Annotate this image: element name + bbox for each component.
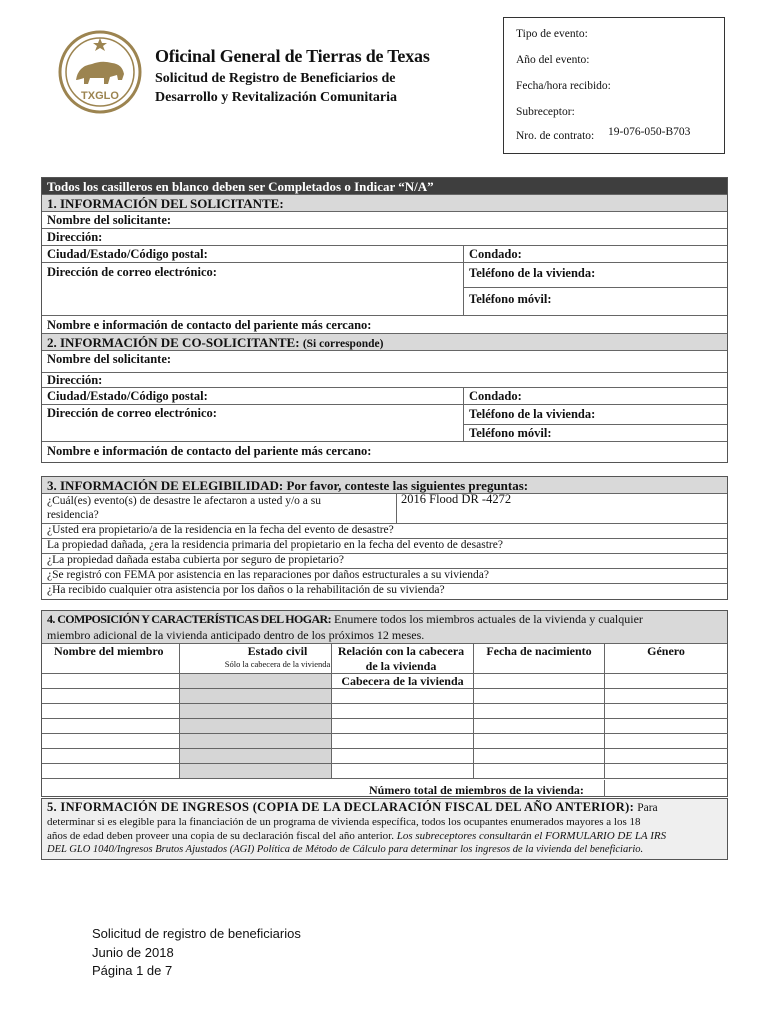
section2-heading: 2. INFORMACIÓN DE CO-SOLICITANTE: (Si corresponde) bbox=[42, 334, 727, 351]
col-genero-header: Género bbox=[647, 644, 685, 658]
household-cell[interactable] bbox=[604, 763, 728, 778]
col-nombre-header: Nombre del miembro bbox=[54, 644, 164, 658]
household-cell[interactable] bbox=[42, 733, 179, 748]
household-cell[interactable] bbox=[473, 748, 604, 763]
household-cell[interactable] bbox=[604, 703, 728, 718]
household-cell[interactable] bbox=[473, 733, 604, 748]
q5-row[interactable]: ¿Se registró con FEMA por asistencia en las reparaciones por daños estructurales a su vivienda? bbox=[42, 569, 727, 584]
household-cell[interactable] bbox=[331, 703, 473, 718]
household-cell[interactable] bbox=[473, 718, 604, 733]
household-cell[interactable] bbox=[331, 763, 473, 778]
col-fecha-header: Fecha de nacimiento bbox=[486, 644, 592, 658]
col-estado-note: Sólo la cabecera de la vivienda bbox=[224, 659, 331, 669]
footer-date: Junio de 2018 bbox=[92, 945, 174, 960]
household-cell[interactable] bbox=[179, 673, 331, 688]
household-cell[interactable] bbox=[604, 748, 728, 763]
s2-direccion-field[interactable]: Dirección: bbox=[42, 373, 727, 388]
nro-contrato-label: Nro. de contrato: bbox=[516, 130, 595, 142]
household-cell[interactable]: Cabecera de la vivienda bbox=[331, 673, 473, 688]
household-cell[interactable] bbox=[42, 688, 179, 703]
footer-page: Página 1 de 7 bbox=[92, 963, 173, 978]
q4-row[interactable]: ¿La propiedad dañada estaba cubierta por seguro de propietario? bbox=[42, 554, 727, 569]
section5-line3: años de edad deben proveer una copia de su declaración fiscal del año anterior. Los subreceptores consultarán el FORMULARIO DE LA IRS bbox=[47, 830, 667, 842]
s1-nombre-field[interactable]: Nombre del solicitante: bbox=[42, 212, 727, 229]
s1-tel-movil-field[interactable]: Teléfono móvil: bbox=[469, 292, 552, 306]
household-cell[interactable] bbox=[331, 733, 473, 748]
household-cell[interactable] bbox=[604, 688, 728, 703]
section1-heading: 1. INFORMACIÓN DEL SOLICITANTE: bbox=[42, 195, 727, 212]
s2-tel-movil-field[interactable]: Teléfono móvil: bbox=[469, 426, 552, 440]
tipo-evento-label: Tipo de evento: bbox=[516, 28, 588, 40]
s1-direccion-field[interactable]: Dirección: bbox=[42, 229, 727, 246]
s1-pariente-field[interactable]: Nombre e información de contacto del pariente más cercano: bbox=[42, 315, 727, 334]
section3-heading: 3. INFORMACIÓN DE ELEGIBILIDAD: Por favor, conteste las siguientes preguntas: bbox=[42, 477, 727, 494]
income-section bbox=[41, 798, 728, 860]
household-cell[interactable] bbox=[604, 673, 728, 688]
s2-ciudad-field[interactable]: Ciudad/Estado/Código postal: Condado: bbox=[42, 388, 727, 405]
household-cell[interactable] bbox=[42, 718, 179, 733]
household-cell[interactable] bbox=[604, 718, 728, 733]
col-relacion-header: Relación con la cabecera de la vivienda bbox=[337, 644, 465, 673]
s1-tel-vivienda-field[interactable]: Teléfono de la vivienda: bbox=[469, 266, 596, 280]
q1-row: ¿Cuál(es) evento(s) de desastre le afectaron a usted y/o a su residencia? 2016 Flood DR -4272 bbox=[42, 494, 727, 524]
household-cell[interactable] bbox=[42, 703, 179, 718]
household-cell[interactable] bbox=[179, 748, 331, 763]
anio-evento-label: Año del evento: bbox=[516, 54, 590, 66]
total-miembros-label: Número total de miembros de la vivienda: bbox=[369, 783, 584, 797]
eligibility-section bbox=[41, 476, 728, 600]
household-cell[interactable] bbox=[473, 673, 604, 688]
s2-correo-field[interactable]: Dirección de correo electrónico: bbox=[47, 406, 217, 420]
q1-answer[interactable]: 2016 Flood DR -4272 bbox=[401, 492, 512, 506]
household-cell[interactable] bbox=[42, 673, 179, 688]
q3-row[interactable]: La propiedad dañada, ¿era la residencia primaria del propietario en la fecha del evento de desastre? bbox=[42, 539, 727, 554]
svg-text:TXGLO: TXGLO bbox=[81, 90, 119, 102]
fecha-hora-label: Fecha/hora recibido: bbox=[516, 80, 611, 92]
household-cell[interactable] bbox=[179, 763, 331, 778]
total-miembros-field[interactable] bbox=[604, 780, 729, 797]
household-cell[interactable] bbox=[179, 718, 331, 733]
q6-row[interactable]: ¿Ha recibido cualquier otra asistencia por los daños o la rehabilitación de su vivienda? bbox=[47, 584, 445, 596]
section5-line2: determinar si es elegible para la financiación de un programa de vivienda específica, todos los ocupantes enumerados mayores a los 18 bbox=[47, 816, 641, 828]
txglo-logo bbox=[58, 30, 142, 114]
household-cell[interactable] bbox=[42, 763, 179, 778]
household-cell[interactable] bbox=[473, 703, 604, 718]
applicant-section bbox=[41, 177, 728, 463]
household-cell[interactable] bbox=[42, 748, 179, 763]
q2-row[interactable]: ¿Usted era propietario/a de la residencia en la fecha del evento de desastre? bbox=[42, 524, 727, 539]
form-subtitle: Solicitud de Registro de Beneficiarios de Desarrollo y Revitalización Comunitaria bbox=[155, 71, 397, 105]
household-cell[interactable] bbox=[331, 688, 473, 703]
subreceptor-label: Subreceptor: bbox=[516, 106, 575, 118]
event-info-box bbox=[503, 17, 725, 154]
s2-tel-vivienda-field[interactable]: Teléfono de la vivienda: bbox=[469, 407, 596, 421]
s2-pariente-field[interactable]: Nombre e información de contacto del pariente más cercano: bbox=[47, 444, 372, 458]
notice-bar: Todos los casilleros en blanco deben ser Completados o Indicar “N/A” bbox=[42, 178, 727, 195]
contrato-value[interactable]: 19-076-050-B703 bbox=[608, 126, 691, 138]
section4-heading: 4. COMPOSICIÓN Y CARACTERÍSTICAS DEL HOGAR: Enumere todos los miembros actuales de la vivienda y cualquier miembro adicional de la vivienda anticipado dentro de los próximos 12 meses. bbox=[42, 611, 727, 644]
household-cell[interactable] bbox=[179, 688, 331, 703]
col-estado-header: Estado civil bbox=[247, 644, 308, 658]
household-cell[interactable] bbox=[179, 733, 331, 748]
s1-ciudad-field[interactable]: Ciudad/Estado/Código postal: Condado: bbox=[42, 246, 727, 263]
household-cell[interactable] bbox=[331, 748, 473, 763]
footer-form-name: Solicitud de registro de beneficiarios bbox=[92, 926, 301, 941]
form-title: Oficinal General de Tierras de Texas bbox=[155, 46, 430, 66]
household-cell[interactable] bbox=[473, 763, 604, 778]
household-section bbox=[41, 610, 728, 797]
s2-nombre-field[interactable]: Nombre del solicitante: bbox=[42, 351, 727, 373]
section5-line4: DEL GLO 1040/Ingresos Brutos Ajustados (AGI) Política de Método de Cálculo para determinar los ingresos de la vivienda del beneficiario. bbox=[47, 844, 644, 855]
household-cell[interactable] bbox=[473, 688, 604, 703]
household-cell[interactable] bbox=[179, 703, 331, 718]
household-cell[interactable] bbox=[331, 718, 473, 733]
s1-correo-field[interactable]: Dirección de correo electrónico: bbox=[47, 265, 217, 279]
household-cell[interactable] bbox=[604, 733, 728, 748]
section5-heading: 5. INFORMACIÓN DE INGRESOS (COPIA DE LA DECLARACIÓN FISCAL DEL AÑO ANTERIOR): Para bbox=[47, 800, 658, 814]
